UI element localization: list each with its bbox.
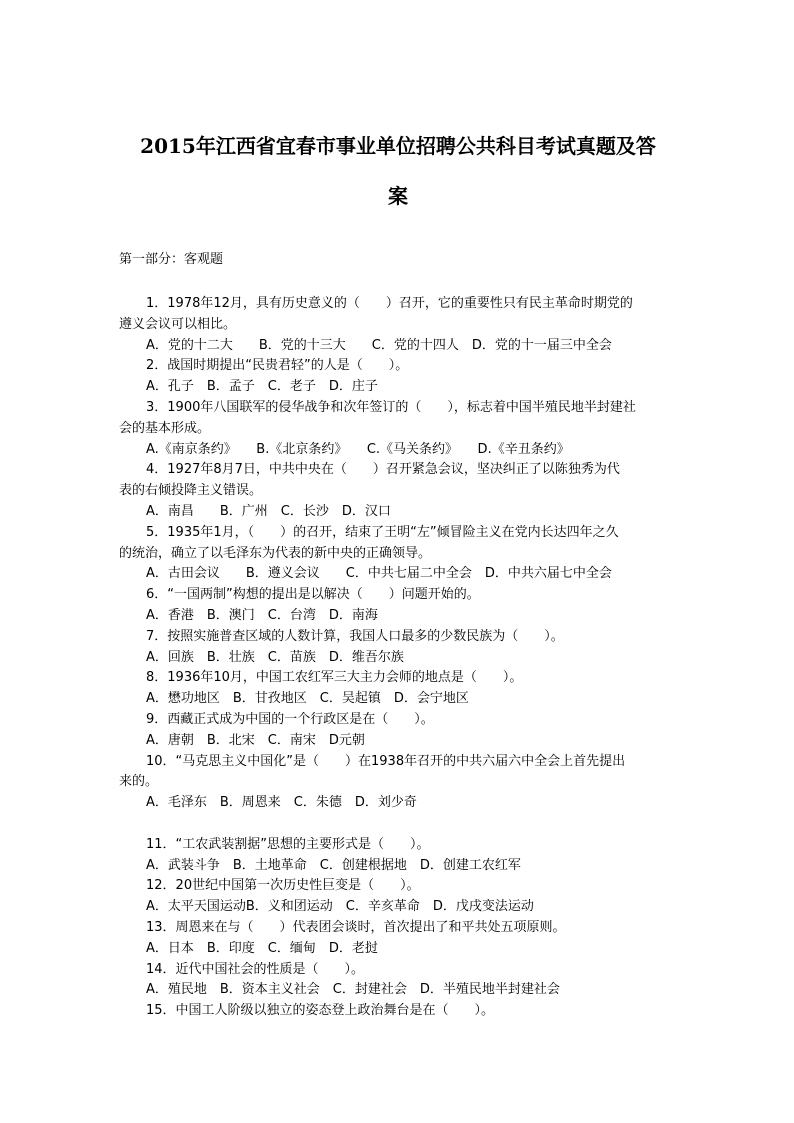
question-text-line: 7．按照实施普查区域的人数计算，我国人口最多的少数民族为（ ）。 — [146, 628, 564, 644]
question-options: A．武装斗争 B．土地革命 C．创建根据地 D．创建工农红军 — [146, 857, 521, 873]
question-text-line: 来的。 — [119, 774, 159, 790]
document-title-line-1: 2015年江西省宜春市事业单位招聘公共科目考试真题及答 — [140, 134, 656, 158]
question-options: A．孔子 B．孟子 C．老子 D．庄子 — [146, 379, 378, 395]
question-options: A.《南京条约》 B.《北京条约》 C.《马关条约》 D.《辛丑条约》 — [146, 441, 570, 457]
question-options: A．古田会议 B．遵义会议 C．中共七届二中全会 D．中共六届七中全会 — [146, 566, 612, 582]
question-options: A．毛泽东 B．周恩来 C．朱德 D．刘少奇 — [146, 795, 417, 811]
question-text-line: 会的基本形成。 — [119, 420, 211, 436]
question-text-line: 3．1900年八国联军的侵华战争和次年签订的（ ），标志着中国半殖民地半封建社 — [146, 399, 636, 415]
section-heading: 第一部分：客观题 — [119, 252, 224, 267]
question-text-line: 12．20世纪中国第一次历史性巨变是（ ）。 — [146, 878, 420, 894]
question-options: A．回族 B．壮族 C．苗族 D．维吾尔族 — [146, 649, 404, 665]
question-text-line: 11．“工农武装割据”思想的主要形式是（ ）。 — [146, 836, 430, 852]
question-options: A．南昌 B．广州 C．长沙 D．汉口 — [146, 503, 391, 519]
question-options: A．太平天国运动B．义和团运动 C．辛亥革命 D．戊戌变法运动 — [146, 899, 534, 915]
question-text-line: 14．近代中国社会的性质是（ ）。 — [146, 961, 365, 977]
question-options: A．党的十二大 B．党的十三大 C．党的十四人 D．党的十一届三中全会 — [146, 337, 612, 353]
question-text-line: 13．周恩来在与（ ）代表团会谈时，首次提出了和平共处五项原则。 — [146, 919, 566, 935]
question-text-line: 遵义会议可以相比。 — [119, 316, 237, 332]
question-options: A．香港 B．澳门 C．台湾 D．南海 — [146, 607, 378, 623]
question-text-line: 5．1935年1月，（ ）的召开，结束了王明“左”倾冒险主义在党内长达四年之久 — [146, 524, 619, 540]
document-title-line-2: 案 — [388, 184, 408, 208]
question-text-line: 6．“一国两制”构想的提出是以解决（ ）问题开始的。 — [146, 587, 480, 603]
question-options: A．日本 B．印度 C．缅甸 D．老挝 — [146, 940, 378, 956]
question-text-line: 的统治，确立了以毛泽东为代表的新中央的正确领导。 — [119, 545, 432, 561]
blank-spacer — [119, 814, 679, 835]
question-options: A．殖民地 B．资本主义社会 C．封建社会 D．半殖民地半封建社会 — [146, 982, 560, 998]
question-text-line: 9．西藏正式成为中国的一个行政区是在（ ）。 — [146, 711, 434, 727]
question-text-line: 4．1927年8月7日，中共中央在（ ）召开紧急会议，坚决纠正了以陈独秀为代 — [146, 462, 620, 478]
question-options: A．懋功地区 B．甘孜地区 C．吴起镇 D．会宁地区 — [146, 691, 469, 707]
question-text-line: 10．“马克思主义中国化”是（ ）在1938年召开的中共六届六中全会上首先提出 — [146, 753, 626, 769]
question-text-line: 2．战国时期提出“民贵君轻”的人是（ ）。 — [146, 358, 409, 374]
question-text-line: 15．中国工人阶级以独立的姿态登上政治舞台是在（ ）。 — [146, 1003, 495, 1019]
question-options: A．唐朝 B．北宋 C．南宋 D元朝 — [146, 732, 365, 748]
question-list — [119, 294, 679, 1022]
question-text-line: 8．1936年10月，中国工农红军三大主力会师的地点是（ ）。 — [146, 670, 523, 686]
question-text-line: 表的右倾投降主义错误。 — [119, 483, 263, 499]
question-text-line: 1．1978年12月，具有历史意义的（ ）召开，它的重要性只有民主革命时期党的 — [146, 296, 633, 311]
